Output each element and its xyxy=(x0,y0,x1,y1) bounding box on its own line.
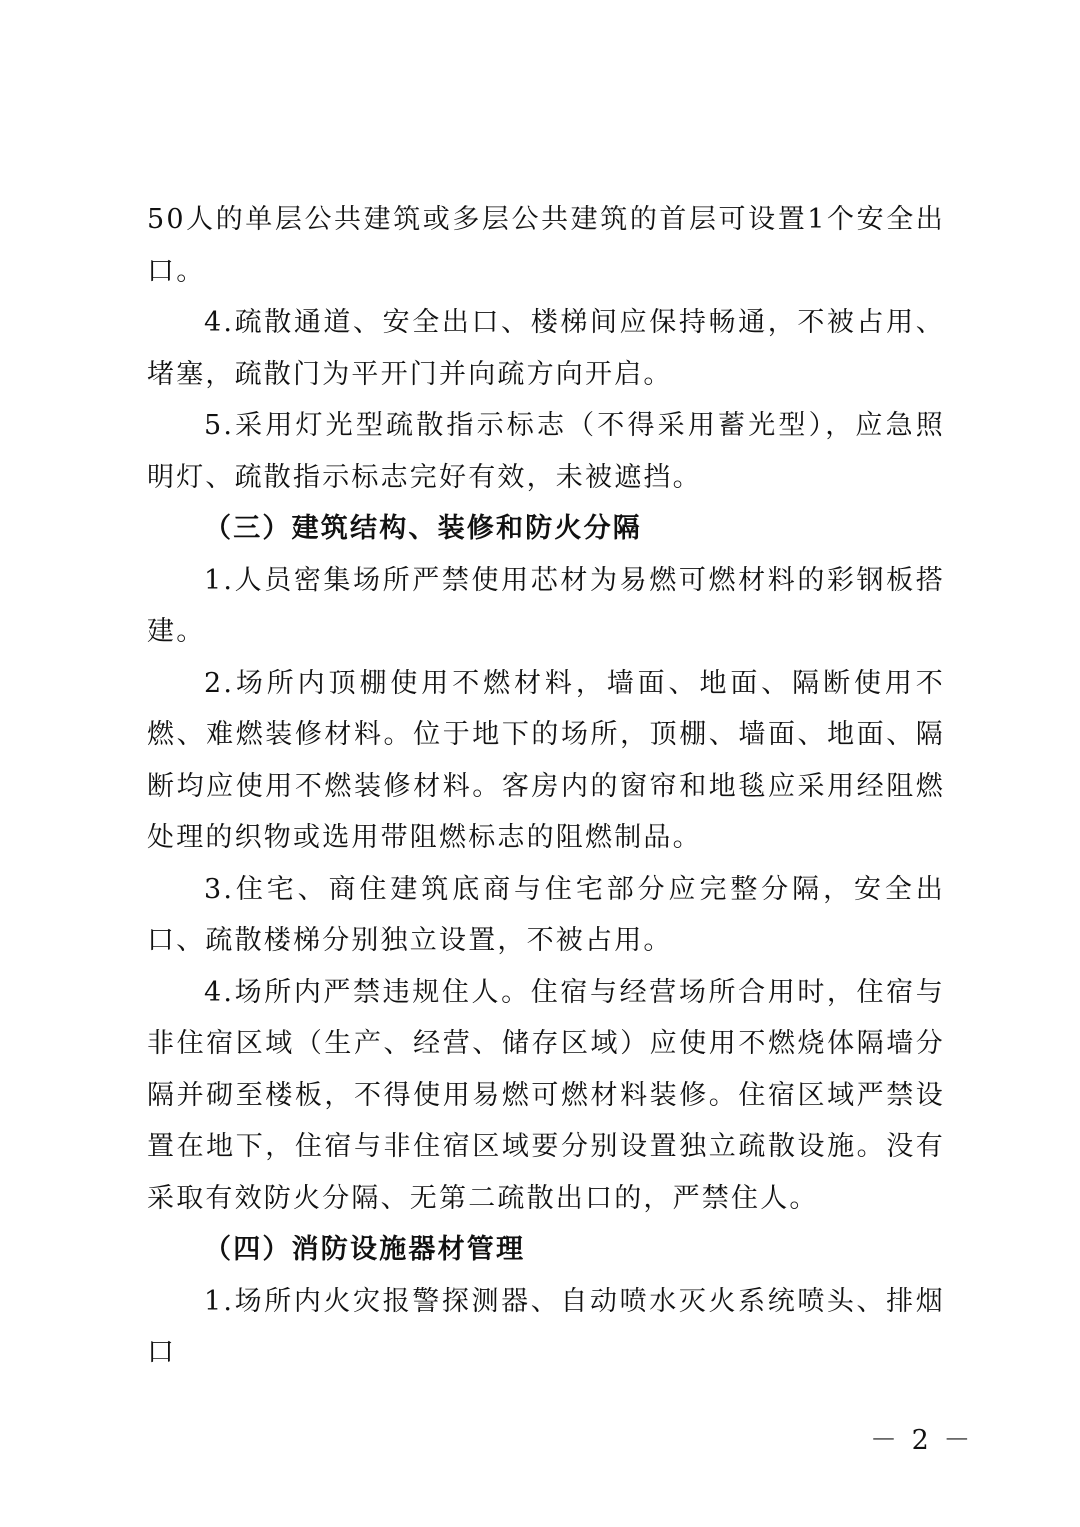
document-body xyxy=(147,194,945,1379)
paragraph-5: 2.场所内顶棚使用不燃材料，墙面、地面、隔断使用不燃、难燃装修材料。位于地下的场所，顶棚、墙面、地面、隔断均应使用不燃装修材料。客房内的窗帘和地毯应采用经阻燃处理的织物或选用带阻燃标志的阻燃制品。 xyxy=(147,667,945,853)
paragraph-7: 4.场所内严禁违规住人。住宿与经营场所合用时，住宿与非住宿区域（生产、经营、储存区域）应使用不燃烧体隔墙分隔并砌至楼板，不得使用易燃可燃材料装修。住宿区域严禁设置在地下，住宿与非住宿区域要分别设置独立疏散设施。没有采取有效防火分隔、无第二疏散出口的，严禁住人。 xyxy=(147,976,945,1214)
paragraph-6: 3.住宅、商住建筑底商与住宅部分应完整分隔，安全出口、疏散楼梯分别独立设置，不被占用。 xyxy=(147,873,945,956)
paragraph-8: 1.场所内火灾报警探测器、自动喷水灭火系统喷头、排烟口 xyxy=(147,1285,945,1368)
paragraph-4: 1.人员密集场所严禁使用芯材为易燃可燃材料的彩钢板搭建。 xyxy=(147,564,945,647)
section-heading-3: （三）建筑结构、装修和防火分隔 xyxy=(204,513,642,544)
paragraph-2: 4.疏散通道、安全出口、楼梯间应保持畅通，不被占用、堵塞，疏散门为平开门并向疏方向开启。 xyxy=(147,307,945,390)
section-heading-4: （四）消防设施器材管理 xyxy=(204,1234,526,1265)
paragraph-3: 5.采用灯光型疏散指示标志（不得采用蓄光型），应急照明灯、疏散指示标志完好有效，未被遮挡。 xyxy=(147,410,945,493)
paragraph-1: 50人的单层公共建筑或多层公共建筑的首层可设置1个安全出口。 xyxy=(147,204,945,287)
page-number: － 2 － xyxy=(870,1425,974,1456)
